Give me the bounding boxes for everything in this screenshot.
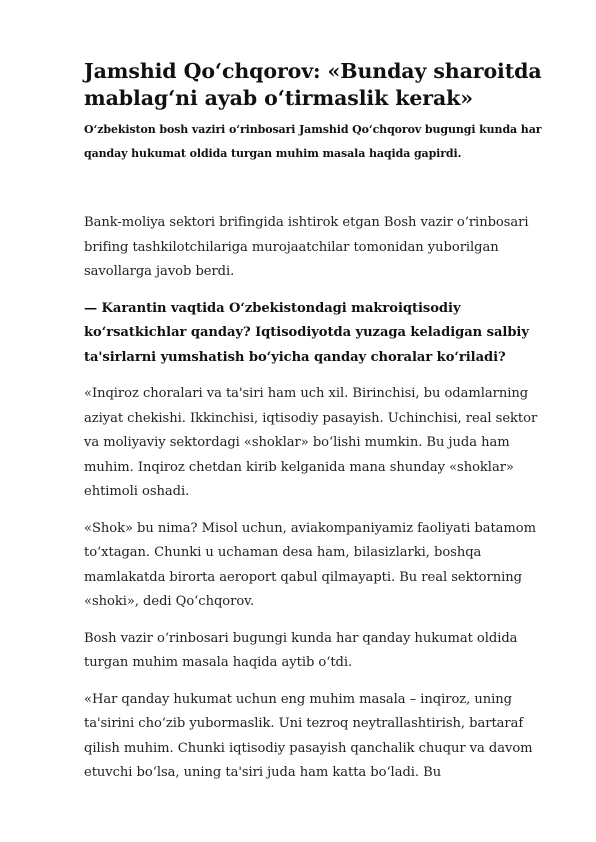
article-body xyxy=(84,211,556,786)
article-paragraph: «Har qanday hukumat uchun eng muhim masala – inqiroz, uning ta'sirini cho‘zib yubormaslik. Uni tezroq neytrallashtirish, bartaraf qilish muhim. Chunki iqtisodiy pasayish qanchalik chuqur va davom etuvchi bo‘lsa, uning ta'siri juda ham katta bo‘ladi. Bu xyxy=(84,691,533,780)
article-paragraph: «Inqiroz choralari va ta'siri ham uch xil. Birinchisi, bu odamlarning aziyat chekishi. Ikkinchisi, iqtisodiy pasayish. Uchinchisi, real sektor va moliyaviy sektordagi «shoklar» bo‘lishi mumkin. Bu juda ham muhim. Inqiroz chetdan kirib kelganida mana shunday «shoklar» ehtimoli oshadi. xyxy=(84,386,538,499)
article-paragraph: Bosh vazir o‘rinbosari bugungi kunda har qanday hukumat oldida turgan muhim masala haqida aytib o‘tdi. xyxy=(84,630,518,670)
interview-question: — Karantin vaqtida O‘zbekistondagi makroiqtisodiy ko‘rsatkichlar qanday? Iqtisodiyotda yuzaga keladigan salbiy ta'sirlarni yumshatish bo‘yicha qanday choralar ko‘riladi? xyxy=(84,300,529,365)
article-paragraph: «Shok» bu nima? Misol uchun, aviakompaniyamiz faoliyati batamom to‘xtagan. Chunki u uchaman desa ham, bilasizlarki, boshqa mamlakatda birorta aeroport qabul qilmayapti. Bu real sektorning «shoki», dedi Qo‘chqorov. xyxy=(84,520,536,609)
article-lead: O‘zbekiston bosh vaziri o‘rinbosari Jamshid Qo‘chqorov bugungi kunda har qanday hukumat oldida turgan muhim masala haqida gapirdi. xyxy=(84,123,542,160)
article-paragraph: Bank-moliya sektori brifingida ishtirok etgan Bosh vazir o‘rinbosari brifing tashkilotchilariga murojaatchilar tomonidan yuborilgan savollarga javob berdi. xyxy=(84,215,529,279)
article-title: Jamshid Qo‘chqorov: «Bunday sharoitda mablag‘ni ayab o‘tirmaslik kerak» xyxy=(84,59,542,110)
